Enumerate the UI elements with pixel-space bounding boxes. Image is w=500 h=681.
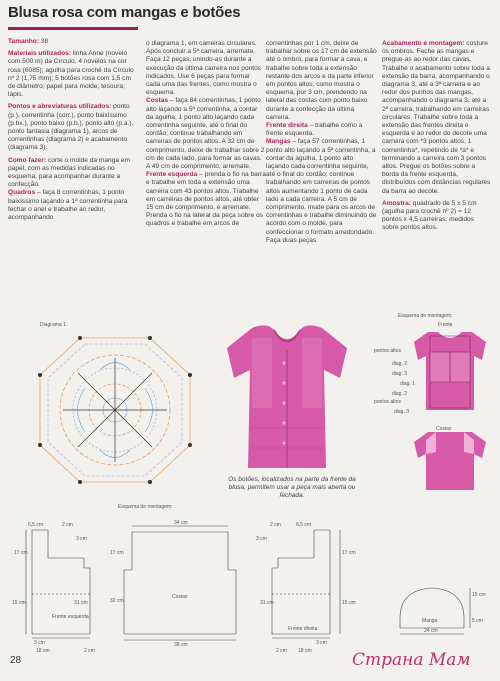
dim-left-b2: 2 cm bbox=[84, 648, 95, 654]
heading-mangas: Mangas bbox=[266, 138, 291, 146]
dim-left-h5: 3 cm bbox=[34, 640, 45, 646]
dim-left-b1: 18 cm bbox=[36, 648, 50, 654]
manga-label: Manga bbox=[422, 618, 438, 624]
dim-left-h2: 17 cm bbox=[14, 550, 28, 556]
heading-acabamento: Acabamento e montagem: bbox=[382, 40, 465, 47]
frente-label: Frente bbox=[438, 322, 453, 328]
label-diag-3b: diag. 3 bbox=[394, 409, 410, 415]
heading-materiais: Materiais utilizados: bbox=[8, 50, 72, 58]
tamanho-value: 38 bbox=[40, 38, 49, 45]
costas-diagram-label: Costas bbox=[436, 426, 452, 432]
label-diag-2: diag. 2 bbox=[392, 361, 408, 367]
pontos-text: ponto (p.), correntinha (corr.), ponto baixíssimo (p.bx.), ponto baixo (p.b.), ponto alto (p.a.), ponto fantasia (diagrama 1), arcos de correntinhas (diagrama 2) e acabamento (diagrama 3). bbox=[8, 103, 134, 152]
heading-quadros: Quadros bbox=[8, 189, 36, 197]
label-diag-1: diag. 1 bbox=[400, 381, 416, 387]
dim-costas-h1: 17 cm bbox=[110, 550, 124, 556]
dim-right-w1: 2 cm bbox=[270, 522, 281, 528]
dim-right-h1: 3 cm bbox=[256, 536, 267, 542]
text-column-3 bbox=[266, 40, 378, 249]
label-diag-2b: diag. 2 bbox=[392, 391, 408, 397]
dim-right-b1: 2 cm bbox=[276, 648, 287, 654]
dim-costas-base: 38 cm bbox=[174, 642, 188, 648]
dim-right-b2: 18 cm bbox=[298, 648, 312, 654]
assembly-diagram-front-back bbox=[408, 322, 493, 492]
heading-tamanho: Tamanho: bbox=[8, 38, 40, 45]
frente-esquerda-label: Frente esquerda bbox=[52, 614, 89, 620]
como-fazer-text: corte o molde da manga em papel, com as medidas indicadas no esquema, para acompanhar durante a confecção. bbox=[8, 156, 131, 189]
heading-pontos: Pontos e abreviaturas utilizados: bbox=[8, 103, 112, 111]
text-column-2 bbox=[146, 40, 266, 233]
photo-caption: Os botões, localizados na parte da frente da blusa, permitem usar a peça mais aberta ou fechada. bbox=[228, 476, 356, 499]
dim-costas-h2: 32 cm bbox=[110, 598, 124, 604]
dim-right-h4: 15 cm bbox=[342, 600, 356, 606]
frente-direita-text: – trabalhe como a frente esquerda. bbox=[266, 122, 363, 138]
col3-intro-text: correntinhas por 1 cm, deixe de trabalhar sobre os 17 cm de extensão até o ombro, para formar a cava, e trabalhe sobre toda a extensão restante dos arcos e da parte inferior em pontos altos, como mostra o esquema, por 3 cm, prendendo na lateral das costas com ponto baixo durante a confecção da última carreira. bbox=[266, 40, 377, 121]
frente-esquerda-text: – prenda o fio na barra e trabalhe em toda a extensão uma carreira com 43 pontos altos. Trabalhe em carreiras de pontos altos, até obter 15 cm de comprimento, e arremate. Prenda o fio na lateral da peça sobre os quadros e trabalhe em arcos de bbox=[146, 171, 266, 228]
label-pontos-altos: pontos altos bbox=[374, 348, 401, 354]
dim-left-w1: 6,5 cm bbox=[28, 522, 44, 528]
heading-frente-esquerda: Frente esquerda bbox=[146, 171, 198, 179]
dim-right-h5: 3 cm bbox=[316, 640, 327, 646]
dim-manga-h2: 5 cm bbox=[472, 618, 483, 624]
heading-costas: Costas bbox=[146, 97, 168, 105]
dim-left-w2: 2 cm bbox=[62, 522, 73, 528]
frente-direita-label: Frente direita bbox=[288, 626, 318, 632]
dim-manga-base: 24 cm bbox=[424, 628, 438, 634]
title-underline bbox=[8, 27, 138, 30]
schematic-header: Esquema de montagem: bbox=[118, 504, 173, 510]
dim-costas-width: 34 cm bbox=[174, 520, 188, 526]
heading-amostra: Amostra: bbox=[382, 199, 411, 207]
costas-schematic-label: Costas bbox=[172, 594, 188, 600]
dim-left-h1: 3 cm bbox=[76, 536, 87, 542]
text-column-1 bbox=[8, 38, 136, 226]
right-diagram-header: Esquema de montagem: bbox=[398, 313, 453, 319]
materiais-text: linha Anne (novelo com 500 m) da Círculo, 4 novelos na cor rosa (6085); agulha para crochê da Círculo nº 2 (1,75 mm); 5 botões rosa com 1,5 cm de diâmetro; papel para molde; tesoura; lápis. bbox=[8, 50, 134, 99]
watermark-logo: Страна Мам bbox=[352, 650, 471, 670]
page-number: 28 bbox=[10, 655, 22, 666]
mangas-text: – faça 57 correntinhas, 1 ponto alto laçando a 5ª correntinha, a contar da agulha, 1 ponto alto laçando cada correntinha seguinte, até o final do cordão; continue trabalhando em carreiras de pontos altos aumentando 1 ponto de cada lado a cada carreira. A 5 cm de comprimento, mude para os arcos de correntinhas e trabalhe diminuindo de acordo com o molde, para confeccionar o formato arredondado. Faça duas peças. bbox=[266, 138, 377, 244]
dim-manga-h1: 15 cm bbox=[472, 592, 486, 598]
diagram-1-label: Diagrama 1 bbox=[40, 322, 66, 328]
costas-text: – faça 84 correntinhas, 1 ponto alto laçando a 5ª correntinha, a contar da agulha, 1 ponto alto laçando cada correntinha seguinte, até o final do cordão; continue trabalhando em carreiras de pontos altos. A 32 cm de comprimento, deixe de trabalhar sobre 2 cm de cada lado, para formar as cavas. A 49 cm de comprimento, arremate. bbox=[146, 97, 265, 171]
dim-right-h2: 17 cm bbox=[342, 550, 356, 556]
acabamento-text: costure os ombros. Feche as mangas e pregue-as ao redor das cavas. Trabalhe o acabamento sobre toda a extensão da barra, acompanhando o diagrama 3, até a 3ª carreira e ao redor dos punhos das mangas, acompanhando o diagrama 3, até a 2ª carreira, trabalhando em carreiras circulares. Trabalhe sobre toda a extensão das frentes direita e esquerda e ao redor do decote uma carreira com *3 pontos altos, 1 correntinha*, repetindo de *a* e terminando a carreira com 3 pontos altos. Pregue os botões sobre a borda da frente esquerda, distribuídos com distâncias regulares da barra ao decote. bbox=[382, 40, 491, 195]
assembly-schematic bbox=[22, 510, 492, 655]
dim-left-h3: 31 cm bbox=[74, 600, 88, 606]
crochet-motif-diagram bbox=[30, 330, 200, 490]
dim-right-w2: 6,5 cm bbox=[296, 522, 312, 528]
heading-como-fazer: Como fazer: bbox=[8, 156, 47, 164]
page-title: Blusa rosa com mangas e botões bbox=[8, 4, 241, 21]
quadros-text: – faça 8 correntinhas, 1 ponto baixíssimo laçando a 1ª correntinha para fechar o anel e trabalhe ao redor, acompanhando bbox=[8, 189, 128, 222]
text-column-4 bbox=[382, 40, 492, 237]
label-pontos-altos-2: pontos altos bbox=[374, 399, 401, 405]
heading-frente-direita: Frente direita bbox=[266, 122, 308, 130]
blouse-photo bbox=[212, 318, 362, 476]
col2-intro-text: o diagrama 1, em carreiras circulares. Após concluir a 5ª carreira, arremate. Faça 12 peças, unindo-as durante a execução da última carreira nos pontos indicados. Use 6 peças para formar cada uma das frentes, como mostra o esquema. bbox=[146, 40, 262, 97]
label-diag-3a: diag. 3 bbox=[392, 371, 408, 377]
dim-left-h4: 15 cm bbox=[12, 600, 26, 606]
dim-right-h3: 31 cm bbox=[260, 600, 274, 606]
amostra-text: quadrado de 5 x 5 cm (agulha para crochê nº 2) = 12 pontos x 4,5 carreiras, medidos sobre pontos altos. bbox=[382, 199, 477, 232]
